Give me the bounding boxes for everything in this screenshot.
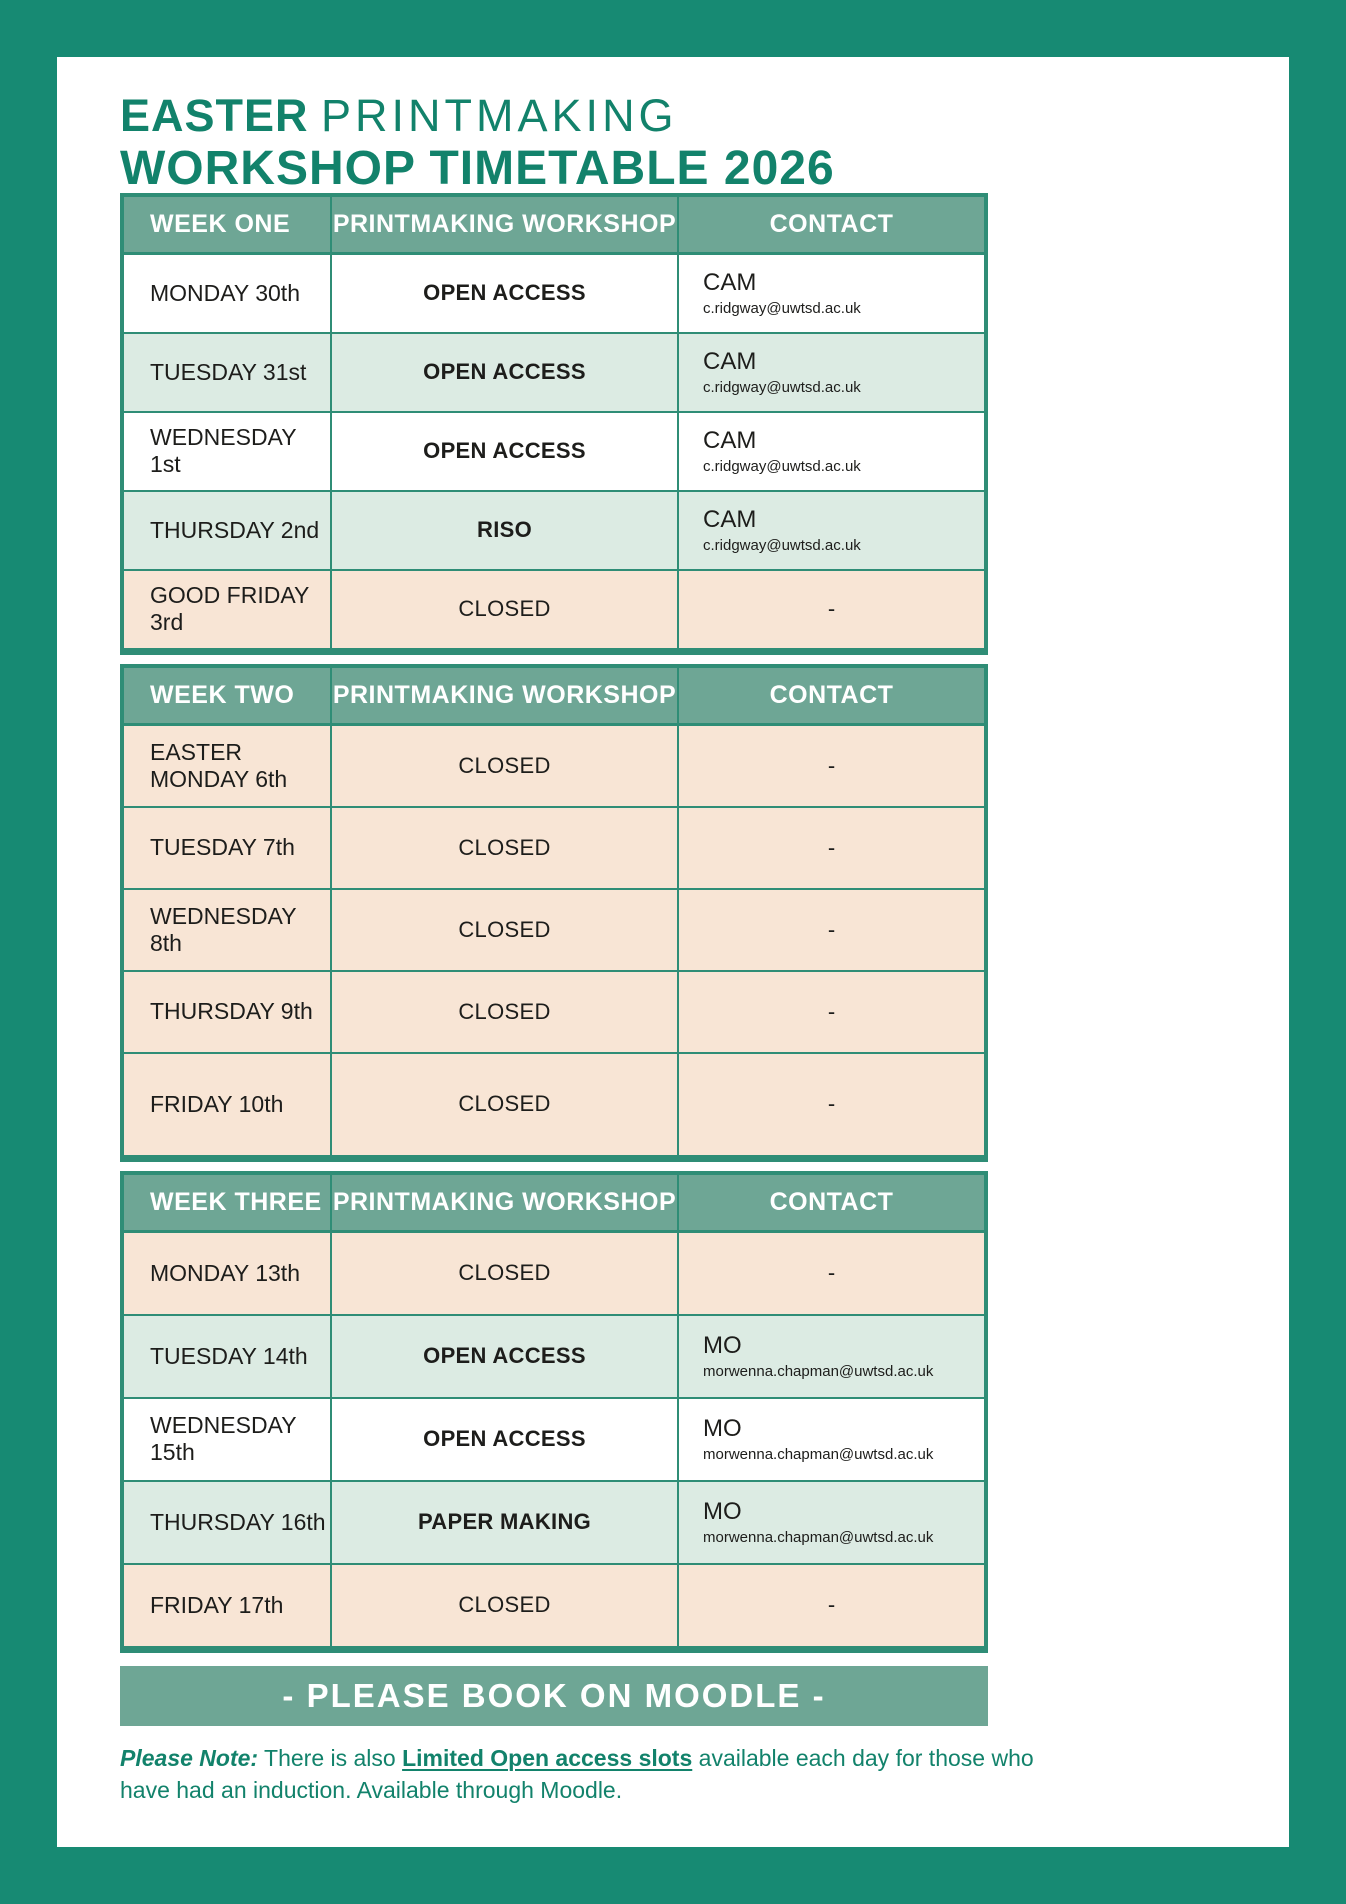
table-row <box>124 255 984 332</box>
workshop-cell: CLOSED <box>330 1054 677 1155</box>
contact-email: morwenna.chapman@uwtsd.ac.uk <box>703 1446 934 1464</box>
table-header-row <box>124 668 984 726</box>
contact-cell: - <box>677 972 984 1052</box>
contact-cell: - <box>677 726 984 806</box>
day-cell: WEDNESDAY 15th <box>150 1412 297 1466</box>
table-row <box>124 888 984 970</box>
workshop-column-header: PRINTMAKING WORKSHOP <box>330 197 677 252</box>
contact-cell <box>677 1316 984 1397</box>
day-cell: TUESDAY 31st <box>150 358 307 385</box>
workshop-column-header: PRINTMAKING WORKSHOP <box>330 668 677 723</box>
contact-cell: - <box>677 571 984 648</box>
contact-cell: - <box>677 1233 984 1314</box>
workshop-cell: CLOSED <box>330 808 677 888</box>
contact-email: morwenna.chapman@uwtsd.ac.uk <box>703 1363 934 1381</box>
table-header-row <box>124 197 984 255</box>
workshop-cell: CLOSED <box>330 1233 677 1314</box>
title-easter: EASTER <box>120 90 309 141</box>
day-cell: GOOD FRIDAY 3rd <box>150 582 309 636</box>
table-row <box>124 726 984 806</box>
contact-email: c.ridgway@uwtsd.ac.uk <box>703 300 861 318</box>
table-row <box>124 1314 984 1397</box>
table-row <box>124 332 984 411</box>
timetable-week-three <box>120 1171 988 1653</box>
contact-name: MO <box>703 1498 742 1526</box>
contact-cell <box>677 255 984 332</box>
table-row <box>124 569 984 648</box>
day-cell: FRIDAY 17th <box>150 1591 284 1618</box>
contact-cell <box>677 1399 984 1480</box>
day-cell: EASTER MONDAY 6th <box>150 738 288 792</box>
week-two-header: WEEK TWO <box>150 680 295 709</box>
note-text <box>120 1742 1120 1806</box>
title-printmaking: PRINTMAKING <box>321 90 678 141</box>
day-cell: THURSDAY 2nd <box>150 516 320 543</box>
contact-name: CAM <box>703 348 757 376</box>
contact-cell <box>677 413 984 490</box>
workshop-cell: CLOSED <box>330 726 677 806</box>
contact-cell: - <box>677 808 984 888</box>
note-prefix: Please Note: <box>120 1744 259 1771</box>
contact-email: c.ridgway@uwtsd.ac.uk <box>703 537 861 555</box>
title-line-2: WORKSHOP TIMETABLE 2026 <box>120 141 835 195</box>
contact-name: MO <box>703 1332 742 1360</box>
contact-cell <box>677 1482 984 1563</box>
contact-column-header: CONTACT <box>677 197 984 252</box>
workshop-cell: RISO <box>330 492 677 569</box>
day-cell: WEDNESDAY 8th <box>150 902 297 956</box>
workshop-cell: CLOSED <box>330 1565 677 1646</box>
workshop-column-header: PRINTMAKING WORKSHOP <box>330 1175 677 1230</box>
table-row <box>124 1233 984 1314</box>
table-row <box>124 490 984 569</box>
contact-cell: - <box>677 1054 984 1155</box>
workshop-cell: OPEN ACCESS <box>330 1399 677 1480</box>
note-limited-slots-link: Limited Open access slots <box>402 1744 693 1771</box>
table-row <box>124 1052 984 1155</box>
workshop-cell: OPEN ACCESS <box>330 255 677 332</box>
contact-email: c.ridgway@uwtsd.ac.uk <box>703 379 861 397</box>
note-segment: There is also <box>258 1744 403 1771</box>
note-line-2: have had an induction. Available through Moodle. <box>120 1777 623 1804</box>
day-cell: TUESDAY 14th <box>150 1342 308 1369</box>
day-cell: TUESDAY 7th <box>150 834 295 861</box>
title-line-1 <box>120 90 1289 141</box>
contact-email: morwenna.chapman@uwtsd.ac.uk <box>703 1529 934 1547</box>
page-title <box>120 90 1289 195</box>
workshop-cell: PAPER MAKING <box>330 1482 677 1563</box>
workshop-cell: OPEN ACCESS <box>330 413 677 490</box>
book-on-moodle-banner: - PLEASE BOOK ON MOODLE - <box>120 1666 988 1726</box>
workshop-cell: CLOSED <box>330 890 677 970</box>
day-cell: WEDNESDAY 1st <box>150 424 297 478</box>
table-row <box>124 806 984 888</box>
table-row <box>124 970 984 1052</box>
contact-name: CAM <box>703 506 757 534</box>
note-segment: available each day for those who <box>692 1744 1034 1771</box>
contact-name: CAM <box>703 427 757 455</box>
workshop-cell: OPEN ACCESS <box>330 1316 677 1397</box>
workshop-cell: CLOSED <box>330 972 677 1052</box>
contact-name: MO <box>703 1415 742 1443</box>
timetable-week-two <box>120 664 988 1162</box>
contact-cell <box>677 492 984 569</box>
table-row <box>124 1563 984 1646</box>
day-cell: THURSDAY 16th <box>150 1508 326 1535</box>
week-one-header: WEEK ONE <box>150 209 291 238</box>
contact-cell: - <box>677 890 984 970</box>
contact-cell: - <box>677 1565 984 1646</box>
day-cell: FRIDAY 10th <box>150 1090 284 1117</box>
workshop-cell: OPEN ACCESS <box>330 334 677 411</box>
contact-cell <box>677 334 984 411</box>
table-row <box>124 1480 984 1563</box>
contact-email: c.ridgway@uwtsd.ac.uk <box>703 458 861 476</box>
day-cell: MONDAY 13th <box>150 1259 300 1286</box>
timetable-week-one <box>120 193 988 655</box>
week-three-header: WEEK THREE <box>150 1187 322 1216</box>
day-cell: MONDAY 30th <box>150 279 300 306</box>
poster-content <box>57 57 1289 1806</box>
table-row <box>124 1397 984 1480</box>
contact-column-header: CONTACT <box>677 668 984 723</box>
poster-page <box>57 57 1289 1847</box>
table-row <box>124 411 984 490</box>
contact-name: CAM <box>703 269 757 297</box>
workshop-cell: CLOSED <box>330 571 677 648</box>
table-header-row <box>124 1175 984 1233</box>
contact-column-header: CONTACT <box>677 1175 984 1230</box>
day-cell: THURSDAY 9th <box>150 998 313 1025</box>
